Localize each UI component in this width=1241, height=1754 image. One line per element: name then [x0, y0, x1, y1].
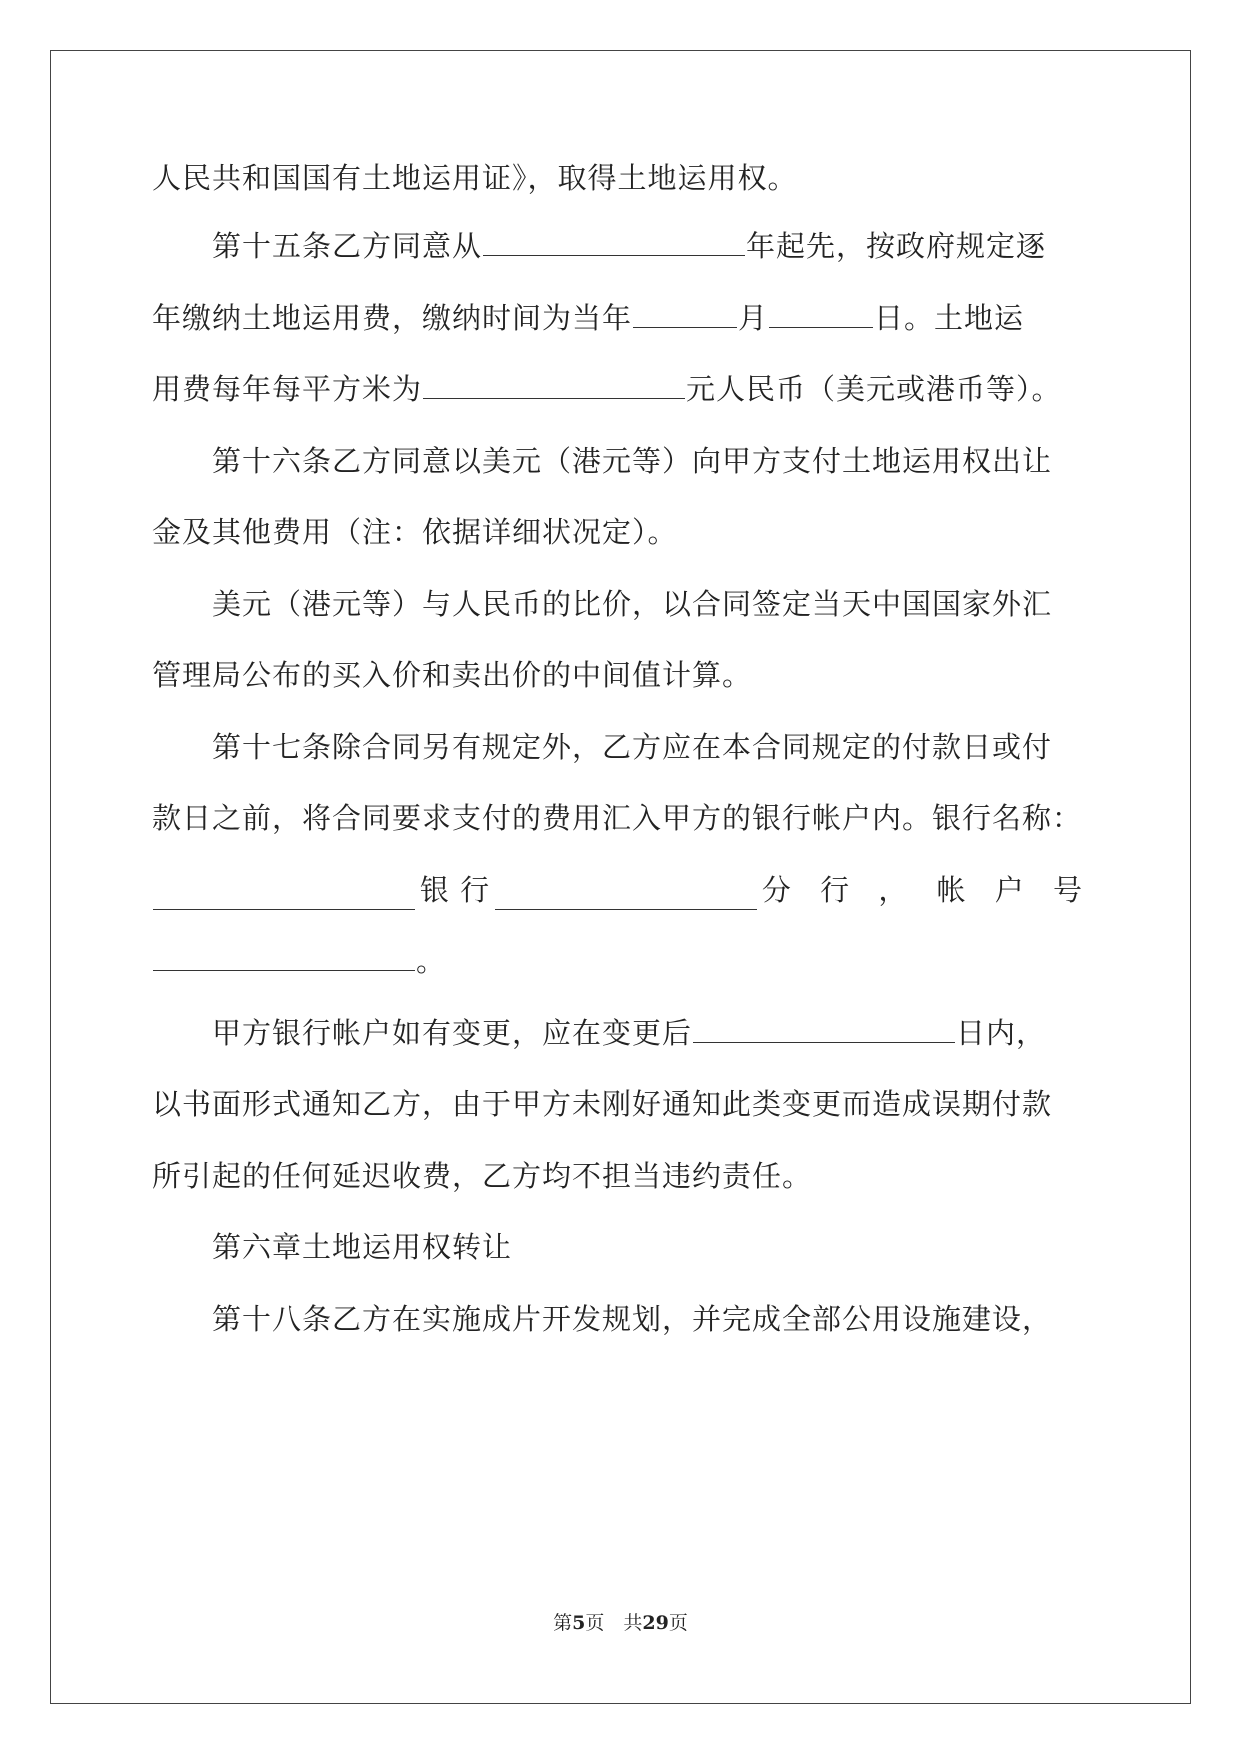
text: 款日之前，将合同要求支付的费用汇入甲方的银行帐户内。银行名称：	[152, 801, 1083, 835]
text: 日。土地运	[874, 301, 1025, 335]
footer-text: 页	[668, 1612, 688, 1634]
text-line	[152, 369, 1092, 409]
page-number-footer	[0, 1608, 1241, 1635]
text-line	[152, 512, 1092, 552]
total-page-count: 29	[642, 1612, 669, 1634]
text: 年缴纳土地运用费，缴纳时间为当年	[152, 301, 633, 335]
current-page-number: 5	[572, 1612, 586, 1634]
text-line	[212, 1299, 1152, 1339]
text-line	[152, 1156, 1092, 1196]
text-line	[152, 158, 1092, 198]
text-line	[212, 727, 1152, 767]
blank-field	[153, 881, 415, 910]
text-line	[212, 441, 1152, 481]
text-line	[212, 584, 1152, 624]
blank-field	[495, 881, 757, 910]
text: 分 行 ， 帐 户 号	[761, 873, 1092, 907]
text: 人民共和国国有土地运用证》，取得土地运用权。	[152, 161, 798, 195]
blank-field	[153, 942, 415, 971]
text-line	[152, 655, 1092, 695]
text-line	[152, 798, 1092, 838]
text: 年起先，按政府规定逐	[746, 229, 1047, 263]
text-line	[212, 226, 1152, 266]
text-line	[152, 1084, 1092, 1124]
text: 所引起的任何延迟收费，乙方均不担当违约责任。	[152, 1159, 813, 1193]
blank-field	[769, 299, 873, 328]
text: 。	[416, 944, 447, 978]
text: 管理局公布的买入价和卖出价的中间值计算。	[152, 658, 753, 692]
text: 银 行	[419, 873, 491, 907]
text: 美元（港元等）与人民币的比价，以合同签定当天中国国家外汇	[212, 587, 1053, 621]
text: 金及其他费用（注：依据详细状况定）。	[152, 515, 678, 549]
text: 第十六条乙方同意以美元（港元等）向甲方支付土地运用权出让	[212, 444, 1053, 478]
text: 元人民币（美元或港币等）。	[686, 372, 1062, 406]
text-line	[152, 941, 1092, 981]
text: 日内，	[956, 1016, 1047, 1050]
text: 月	[738, 301, 769, 335]
text: 第十八条乙方在实施成片开发规划，并完成全部公用设施建设，	[212, 1302, 1053, 1336]
blank-field	[693, 1014, 955, 1043]
chapter-heading: 第六章土地运用权转让	[212, 1230, 513, 1264]
text-line	[212, 1013, 1152, 1053]
text: 以书面形式通知乙方，由于甲方未刚好通知此类变更而造成误期付款	[152, 1087, 1053, 1121]
text: 第十五条乙方同意从	[212, 229, 483, 263]
blank-field	[423, 370, 685, 399]
blank-field	[633, 299, 737, 328]
footer-text: 页 共	[585, 1612, 643, 1634]
text-line	[152, 870, 1092, 910]
text-line	[152, 298, 1092, 338]
text: 第十七条除合同另有规定外，乙方应在本合同规定的付款日或付	[212, 730, 1053, 764]
blank-field	[483, 227, 745, 256]
text-line	[212, 1227, 1152, 1267]
footer-text: 第	[553, 1612, 573, 1634]
text: 甲方银行帐户如有变更，应在变更后	[212, 1016, 693, 1050]
text: 用费每年每平方米为	[152, 372, 423, 406]
